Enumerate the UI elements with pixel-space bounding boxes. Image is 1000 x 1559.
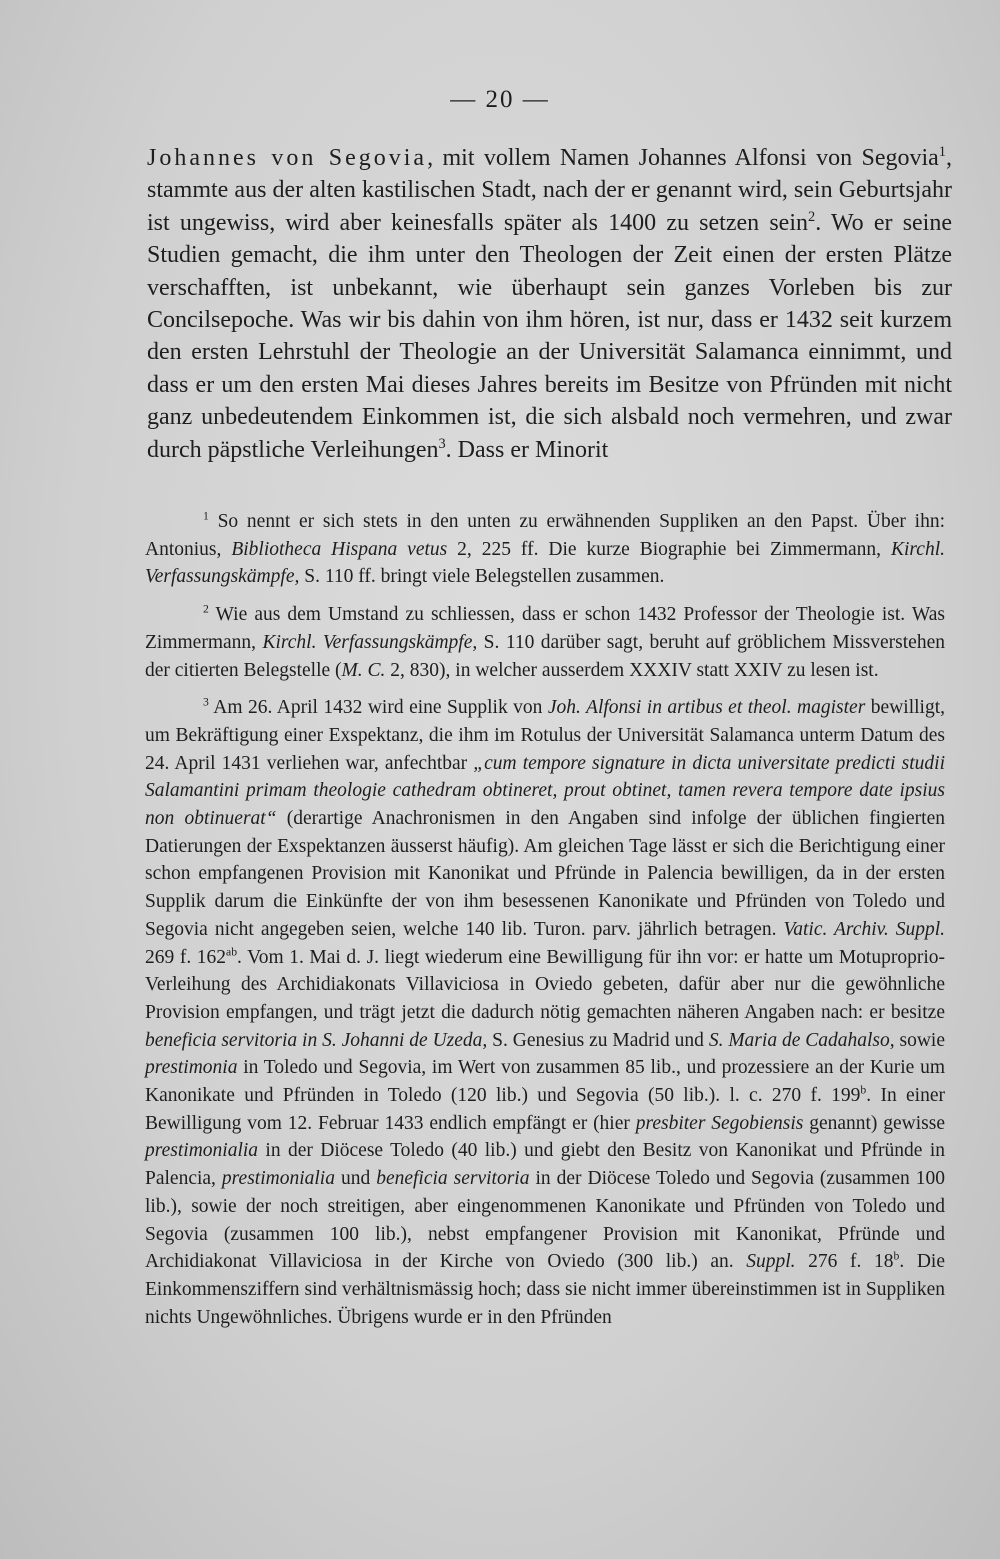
italic-citation: prestimonia xyxy=(145,1057,238,1079)
person-name: Johannes von Segovia xyxy=(147,145,428,171)
text-run: und xyxy=(334,1168,377,1190)
footnote-ref-2: 2 xyxy=(808,208,816,225)
italic-citation: Joh. Alfonsi in artibus et theol. magister xyxy=(547,697,866,719)
italic-quotation: „cum tempore signature in dicta universitate predicti studii Salamantini primam theologie cathedram obtineret, prout obtinet, tamen revera tempore date ipsius non obtinuerat“ xyxy=(145,752,945,830)
text-run: 276 f. 18 xyxy=(795,1251,894,1273)
italic-citation: M. C. xyxy=(341,659,386,681)
text-run: in der Diöcese Toledo (40 lib.) und giebt den Besitz von Kanonikat und Pfründe in Palencia, xyxy=(145,1140,945,1190)
footnote-3 xyxy=(145,694,945,1331)
footnotes xyxy=(145,508,945,1331)
italic-citation: prestimonialia xyxy=(221,1168,335,1190)
footnote-number: 3 xyxy=(203,695,209,709)
text-run: Am 26. April 1432 wird eine Supplik von xyxy=(208,697,548,719)
superscript: ab xyxy=(226,945,238,959)
text-run: 269 f. 162 xyxy=(145,946,227,968)
text-run: . Dass er Minorit xyxy=(445,436,609,463)
footnote-number: 1 xyxy=(203,509,209,523)
text-run: genannt) gewisse xyxy=(803,1112,945,1134)
text-run: sowie xyxy=(894,1029,945,1051)
italic-citation: Kirchl. Verfassungskämpfe, xyxy=(262,631,478,653)
footnote-number: 2 xyxy=(203,602,209,616)
text-run: Wie aus dem Umstand zu schliessen, dass er schon 1432 Professor der Theologie ist. Was Zimmermann, xyxy=(145,604,945,653)
text-run: 2, 830), in welcher ausserdem XXXIV statt XXIV zu lesen ist. xyxy=(385,659,879,681)
italic-citation: Suppl. xyxy=(746,1251,796,1273)
text-run: . Die Einkommensziffern sind verhältnismässig hoch; dass sie nicht immer übereinstimmen ist in Suppliken nichts Ungewöhnliches. Übrigens wurde er in den Pfründen xyxy=(145,1251,945,1328)
text-run: S. 110 darüber sagt, beruht auf gröblichem Missverstehen der citierten Belegstelle ( xyxy=(145,631,945,681)
main-paragraph xyxy=(147,142,952,466)
text-run: . In einer Bewilligung vom 12. Februar 1433 endlich empfängt er (hier xyxy=(145,1085,945,1134)
text-run: bewilligt, um Bekräftigung einer Exspektanz, die ihm im Rotulus der Universität Salamanca unterm Datum des 24. April 1431 verliehen war, anfechtbar xyxy=(145,697,945,774)
italic-citation: S. Maria de Cadahalso, xyxy=(708,1029,895,1051)
italic-citation: prestimonialia xyxy=(145,1140,259,1162)
text-run: S. 110 ff. bringt viele Belegstellen zusammen. xyxy=(299,566,665,588)
italic-citation: beneficia servitoria xyxy=(376,1168,530,1190)
italic-citation: Vatic. Archiv. Suppl. xyxy=(783,918,945,940)
footnote-2 xyxy=(145,601,945,684)
italic-citation: Kirchl. Verfassungskämpfe, xyxy=(145,538,945,588)
text-run: in der Diöcese Toledo und Segovia (zusammen 100 lib.), sowie der noch streitigen, aber eingenommenen Kanonikate und Pfründen von Toledo und Segovia (zusammen 100 lib.), nebst empfangener Provision mit Kanonikat, Pfründe und Archidiakonat Villaviciosa in der Kirche von Oviedo (300 lib.) an. xyxy=(145,1168,945,1273)
italic-citation: beneficia servitoria in S. Johanni de Uzeda, xyxy=(145,1029,488,1051)
text-run: , mit vollem Namen Johannes Alfonsi von Segovia xyxy=(427,145,939,171)
page-number: — 20 — xyxy=(450,86,550,113)
text-run: . Vom 1. Mai d. J. liegt wiederum eine Bewilligung für ihn vor: er hatte um Motuproprio-Verleihung des Archidiakonats Villaviciosa in Oviedo gebeten, dafür aber nur die gewöhnliche Provision empfangen, und trägt jetzt die dadurch nötig gemachten näheren Angaben nach: er besitze xyxy=(145,946,945,1023)
text-run: 2, 225 ff. Die kurze Biographie bei Zimmermann, xyxy=(447,538,891,560)
footnote-ref-1: 1 xyxy=(938,144,946,160)
text-run: So nennt er sich stets in den unten zu erwähnenden Suppliken an den Papst. Über ihn: Antonius, xyxy=(145,511,945,560)
text-run: (derartige Anachronismen in den Angaben sind infolge der üblichen fingierten Datierungen der Exspektanzen äusserst häufig). Am gleichen Tage lässt er sich die Berichtigung einer schon empfangenen Provision mit Kanonikat und Pfründe in Palencia bewilligen, da in der ersten Supplik darum die Einkünfte der von ihm besessenen Kanonikate und Pfründen von Toledo und Segovia nicht angegeben seien, welche 140 lib. Turon. parv. jährlich betragen. xyxy=(145,808,945,940)
superscript: b xyxy=(860,1083,867,1097)
superscript: b xyxy=(893,1249,900,1263)
text-run: in Toledo und Segovia, im Wert von zusammen 85 lib., und prozessiere an der Kurie um Kanonikate und Pfründen in Toledo (120 lib.) und Segovia (50 lib.). l. c. 270 f. 199 xyxy=(145,1057,945,1107)
italic-citation: presbiter Segobiensis xyxy=(635,1112,804,1134)
text-run: . Wo er seine Studien gemacht, die ihm unter den Theologen der Zeit einen der ersten Plätze verschafften, ist unbekannt, wie überhaupt sein ganzes Vorleben bis zur Concilsepoche. Was wir bis dahin von ihm hören, ist nur, dass er 1432 seit kurzem den ersten Lehrstuhl der Theologie an der Universität Salamanca einnimmt, und dass er um den ersten Mai dieses Jahres bereits im Besitze von Pfründen mit nicht ganz unbedeutendem Einkommen ist, die sich alsbald noch vermehren, und zwar durch päpstliche Verleihungen xyxy=(147,209,953,463)
footnote-1 xyxy=(145,508,945,591)
footnote-ref-3: 3 xyxy=(438,435,446,452)
text-run: , stammte aus der alten kastilischen Stadt, nach der er genannt wird, sein Geburtsjahr ist ungewiss, wird aber keinesfalls später als 1400 zu setzen sein xyxy=(147,145,952,236)
italic-citation: Bibliotheca Hispana vetus xyxy=(231,538,448,560)
text-run: S. Genesius zu Madrid und xyxy=(487,1029,709,1051)
